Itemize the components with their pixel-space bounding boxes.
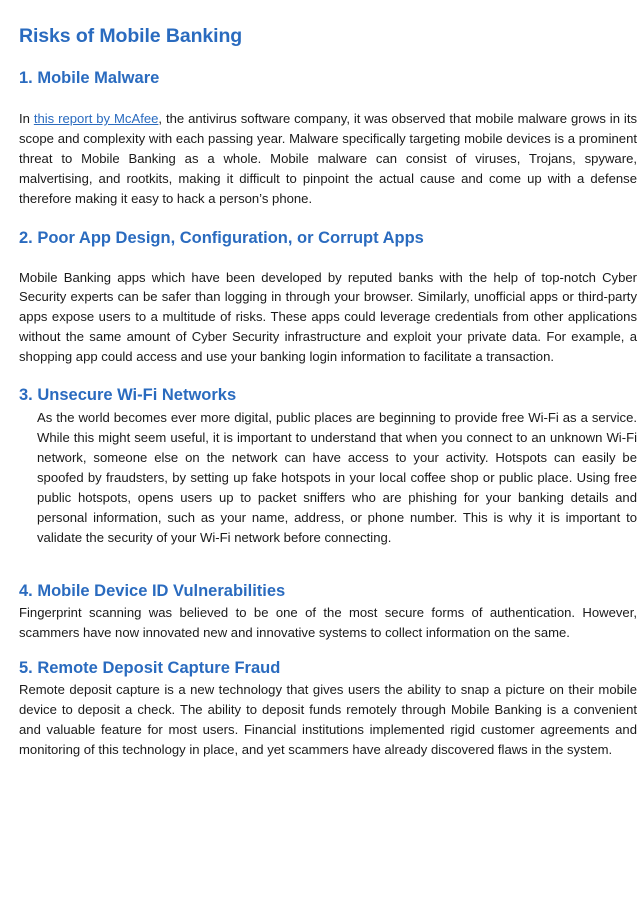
section-3-heading: 3. Unsecure Wi-Fi Networks [19, 386, 237, 405]
section-2-heading: 2. Poor App Design, Configuration, or Corrupt Apps [19, 228, 424, 247]
section-1-heading: 1. Mobile Malware [19, 69, 160, 87]
section-3-body: As the world becomes ever more digital, public places are beginning to provide free Wi-Fi as a service. While this might seem useful, it is important to understand that when you connect to an unknown Wi-Fi network, someone else on the network can have access to your activity. Hotspots can easily be spoofed by fraudsters, by setting up fake hotspots in your local coffee shop or public place. Using free public hotspots, opens users up to packet sniffers who are phishing for your banking details and personal information, such as your name, address, or phone number. This is why it is important to validate the security of your Wi-Fi network before connecting. [37, 410, 637, 545]
section-5-body: Remote deposit capture is a new technology that gives users the ability to snap a picture on their mobile device to deposit a check. The ability to deposit funds remotely through Mobile Banking is a convenient and valuable feature for most users. Financial institutions implemented rigid customer agreements and monitoring of this technology in place, and yet scammers have already discovered flaws in the system. [19, 682, 637, 757]
mcafee-report-link[interactable]: this report by McAfee [33, 111, 159, 126]
section-1-body-prefix: In [19, 111, 34, 126]
document-page [19, 22, 637, 760]
section-1-body-suffix: , the antivirus software company, it was observed that mobile malware grows in its scope and complexity with each passing year. Malware specifically targeting mobile devices is a prominent threat to Mobile Banking as a whole. Mobile malware can consist of viruses, Trojans, spyware, malvertising, and rootkits, making it difficult to pinpoint the actual cause and come up with a defense therefore making it easy to hack a person’s phone. [19, 111, 638, 206]
page-title: Risks of Mobile Banking [19, 25, 243, 47]
section-4-heading: 4. Mobile Device ID Vulnerabilities [19, 582, 286, 601]
section-5-heading: 5. Remote Deposit Capture Fraud [19, 659, 281, 678]
section-4-body: Fingerprint scanning was believed to be one of the most secure forms of authentication. However, scammers have now innovated new and innovative systems to collect information on the same. [19, 605, 637, 641]
section-1-body [19, 109, 637, 209]
section-2-body: Mobile Banking apps which have been developed by reputed banks with the help of top-notch Cyber Security experts can be safer than logging in through your browser. Similarly, unofficial apps or third-party apps expose users to a multitude of risks. These apps could leverage credentials from other applications without the same amount of Cyber Security infrastructure and exploit your private data. For example, a shopping app could access and use your banking login information to facilitate a transaction. [19, 269, 637, 365]
